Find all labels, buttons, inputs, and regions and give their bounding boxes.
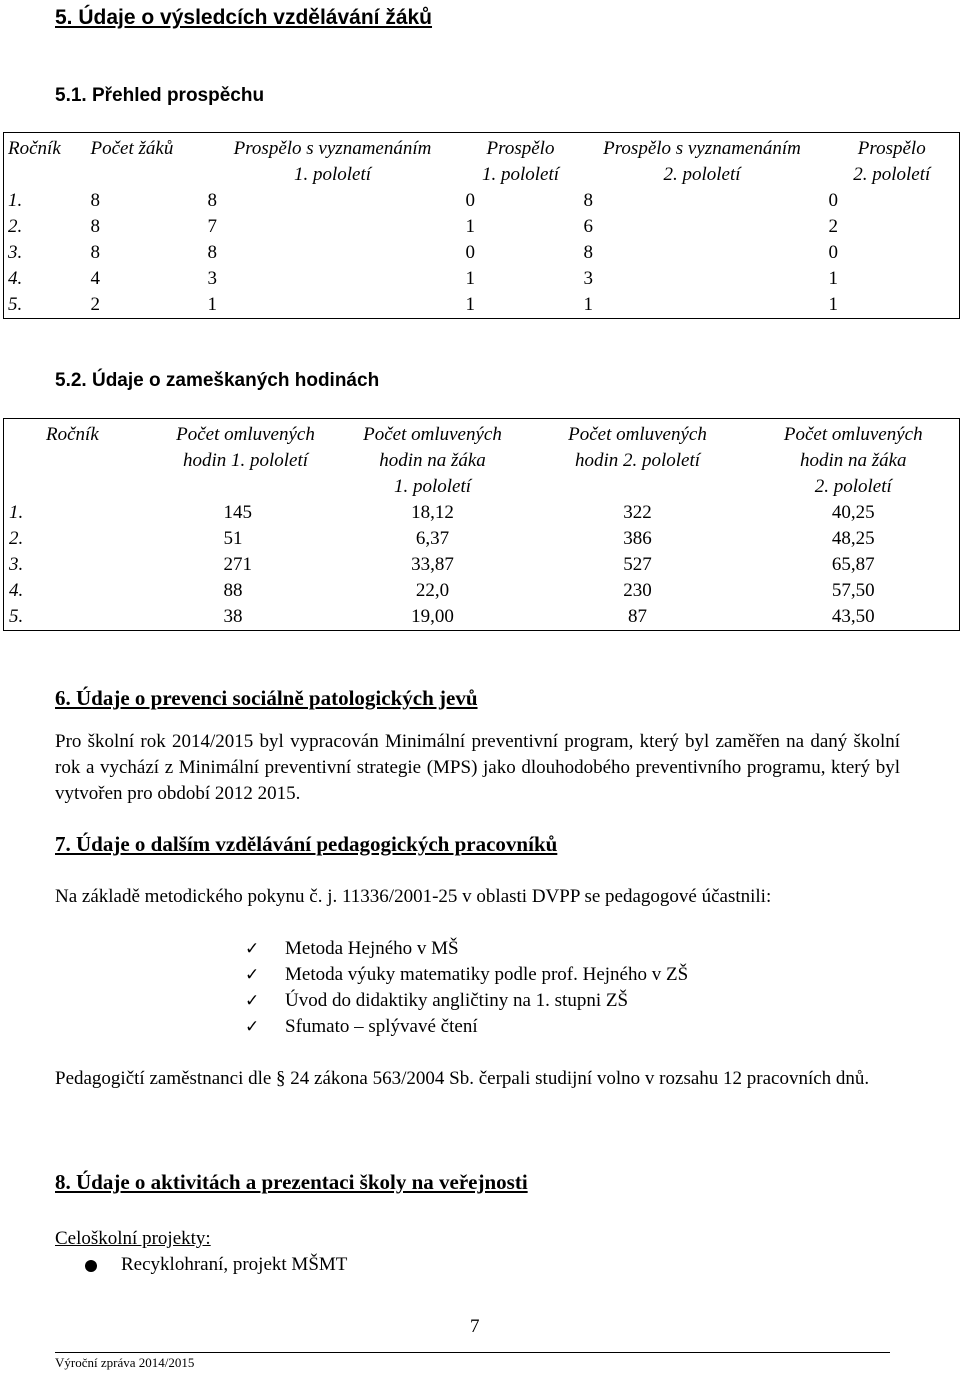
table-cell: 2.	[9, 528, 24, 549]
checkmark-icon: ✓	[245, 991, 260, 1011]
header-sublabel: hodin na žáka	[799, 450, 907, 471]
table-cell: 1	[207, 294, 217, 315]
section-7-note: Pedagogičtí zaměstnanci dle § 24 zákona 563/2004 Sb. čerpali studijní volno v rozsahu 12 pracovních dnů.	[55, 1068, 870, 1089]
list-item	[85, 1254, 347, 1276]
header-sublabel: 1. pololetí	[481, 164, 560, 185]
table-cell: 8	[207, 242, 217, 263]
table-row	[4, 604, 960, 631]
table-row	[4, 188, 960, 214]
header-cell	[87, 133, 204, 189]
table-cell: 1.	[8, 190, 23, 211]
table-cell: 48,25	[831, 528, 875, 549]
section-8-heading: 8. Údaje o aktivitách a prezentaci školy na veřejnosti	[55, 1170, 528, 1194]
table-cell: 4	[90, 268, 100, 289]
table-cell: 0	[465, 242, 475, 263]
table-cell: 8	[583, 190, 593, 211]
list-item	[245, 988, 688, 1014]
checkmark-icon: ✓	[245, 939, 260, 959]
header-sublabel: 1. pololetí	[393, 476, 472, 497]
table-cell: 1	[828, 294, 838, 315]
table-cell: 1	[583, 294, 593, 315]
table-cell: 33,87	[411, 554, 454, 575]
section-6-heading: 6. Údaje o prevenci sociálně patologických jevů	[55, 686, 478, 710]
table-cell: 18,12	[411, 502, 454, 523]
table-cell: 1.	[9, 502, 24, 523]
table-cell: 87	[628, 606, 647, 627]
checkmark-icon: ✓	[245, 965, 260, 985]
header-label: Počet omluvených	[783, 424, 923, 445]
list-item-label: Metoda výuky matematiky podle prof. Hejného v ZŠ	[285, 964, 689, 985]
section-7-heading: 7. Údaje o dalším vzdělávání pedagogických pracovníků	[55, 832, 558, 856]
header-cell	[204, 133, 462, 189]
table-cell: 40,25	[831, 502, 875, 523]
header-sublabel: 2. pololetí	[663, 164, 741, 185]
table-cell: 4.	[9, 580, 24, 601]
absence-table	[3, 418, 960, 631]
table-row	[4, 552, 960, 578]
table-cell: 1	[465, 294, 475, 315]
header-cell	[825, 133, 960, 189]
header-label: Počet žáků	[90, 138, 174, 159]
header-label: Prospělo	[486, 138, 555, 159]
table-cell: 19,00	[411, 606, 454, 627]
header-label: Počet omluvených	[568, 424, 707, 445]
table-cell: 38	[223, 606, 243, 627]
header-cell	[748, 419, 960, 501]
table-cell: 4.	[8, 268, 23, 289]
header-label: Ročník	[8, 138, 61, 159]
table-row	[4, 214, 960, 240]
table-cell: 1	[465, 216, 475, 237]
training-list	[245, 936, 688, 1040]
section-7-intro: Na základě metodického pokynu č. j. 11336/2001-25 v oblasti DVPP se pedagogové účastnili:	[55, 886, 772, 907]
header-sublabel: 2. pololetí	[814, 476, 892, 497]
table-cell: 0	[828, 190, 838, 211]
table-cell: 322	[623, 502, 652, 523]
bullet-icon	[85, 1260, 97, 1272]
table-row	[4, 526, 960, 552]
list-item-label: Úvod do didaktiky angličtiny na 1. stupni ZŠ	[285, 990, 629, 1011]
table-cell: 7	[207, 216, 217, 237]
table-cell: 6	[583, 216, 593, 237]
footer-text: Výroční zpráva 2014/2015	[55, 1355, 195, 1370]
header-cell	[528, 419, 748, 501]
header-sublabel: hodin na žáka	[379, 450, 486, 471]
table-cell: 2	[90, 294, 100, 315]
progress-table-header	[4, 133, 960, 189]
checkmark-icon: ✓	[245, 1017, 260, 1037]
table-cell: 1	[465, 268, 475, 289]
table-cell: 8	[207, 190, 217, 211]
header-cell	[338, 419, 528, 501]
header-label: Počet omluvených	[363, 424, 502, 445]
header-cell	[462, 133, 580, 189]
table-row	[4, 500, 960, 526]
table-cell: 0	[828, 242, 838, 263]
list-item-label: Recyklohraní, projekt MŠMT	[121, 1254, 348, 1275]
header-label: Počet omluvených	[176, 424, 315, 445]
table-cell: 57,50	[831, 580, 875, 601]
table-cell: 5.	[8, 294, 23, 315]
header-cell	[580, 133, 825, 189]
table-cell: 5.	[9, 606, 24, 627]
table-cell: 3	[207, 268, 217, 289]
projects-label: Celoškolní projekty:	[55, 1228, 211, 1249]
table-cell: 271	[223, 554, 252, 575]
table-cell: 43,50	[831, 606, 875, 627]
section-5-heading: 5. Údaje o výsledcích vzdělávání žáků	[55, 6, 433, 29]
list-item-label: Sfumato – splývavé čtení	[285, 1016, 478, 1037]
header-cell	[154, 419, 338, 501]
header-sublabel: 1. pololetí	[293, 164, 372, 185]
table-cell: 6,37	[415, 528, 450, 549]
absence-table-header	[4, 419, 960, 501]
list-item-label: Metoda Hejného v MŠ	[285, 938, 459, 959]
subsection-5-1-heading: 5.1. Přehled prospěchu	[55, 85, 265, 106]
header-sublabel: hodin 1. pololetí	[182, 450, 309, 471]
table-cell: 2	[828, 216, 838, 237]
header-cell	[4, 133, 87, 189]
table-cell: 65,87	[831, 554, 875, 575]
list-item	[245, 936, 688, 962]
table-cell: 2.	[8, 216, 23, 237]
page-number: 7	[470, 1316, 480, 1337]
table-row	[4, 266, 960, 292]
table-cell: 22,0	[415, 580, 450, 601]
table-cell: 88	[223, 580, 243, 601]
subsection-5-2-heading: 5.2. Údaje o zameškaných hodinách	[55, 370, 380, 391]
header-label: Ročník	[46, 424, 99, 445]
table-cell: 3	[583, 268, 593, 289]
header-cell	[4, 419, 154, 501]
table-cell: 3.	[8, 242, 23, 263]
footer-divider	[55, 1352, 890, 1353]
table-row	[4, 240, 960, 266]
header-label: Prospělo s vyznamenáním	[233, 138, 432, 159]
header-sublabel: hodin 2. pololetí	[574, 450, 701, 471]
table-cell: 1	[828, 268, 838, 289]
table-cell: 8	[90, 216, 100, 237]
table-cell: 8	[90, 242, 100, 263]
table-cell: 0	[465, 190, 475, 211]
table-cell: 8	[90, 190, 100, 211]
table-cell: 230	[623, 580, 652, 601]
table-row	[4, 292, 960, 319]
header-sublabel: 2. pololetí	[853, 164, 931, 185]
table-cell: 3.	[9, 554, 24, 575]
header-label: Prospělo s vyznamenáním	[603, 138, 801, 159]
table-row	[4, 578, 960, 604]
list-item	[245, 962, 688, 988]
table-cell: 386	[623, 528, 652, 549]
table-cell: 51	[223, 528, 243, 549]
section-6-paragraph: Pro školní rok 2014/2015 byl vypracován Minimální preventivní program, který byl zaměřen na daný školní rok a vychází z Minimální preventivní strategie (MPS) jako dlouhodobého preventivního programu, který byl vytvořen pro období 2012 2015.	[55, 731, 900, 804]
table-cell: 145	[223, 502, 252, 523]
header-label: Prospělo	[857, 138, 926, 159]
table-cell: 8	[583, 242, 593, 263]
list-item	[245, 1014, 688, 1040]
progress-table	[3, 132, 960, 319]
table-cell: 527	[623, 554, 652, 575]
